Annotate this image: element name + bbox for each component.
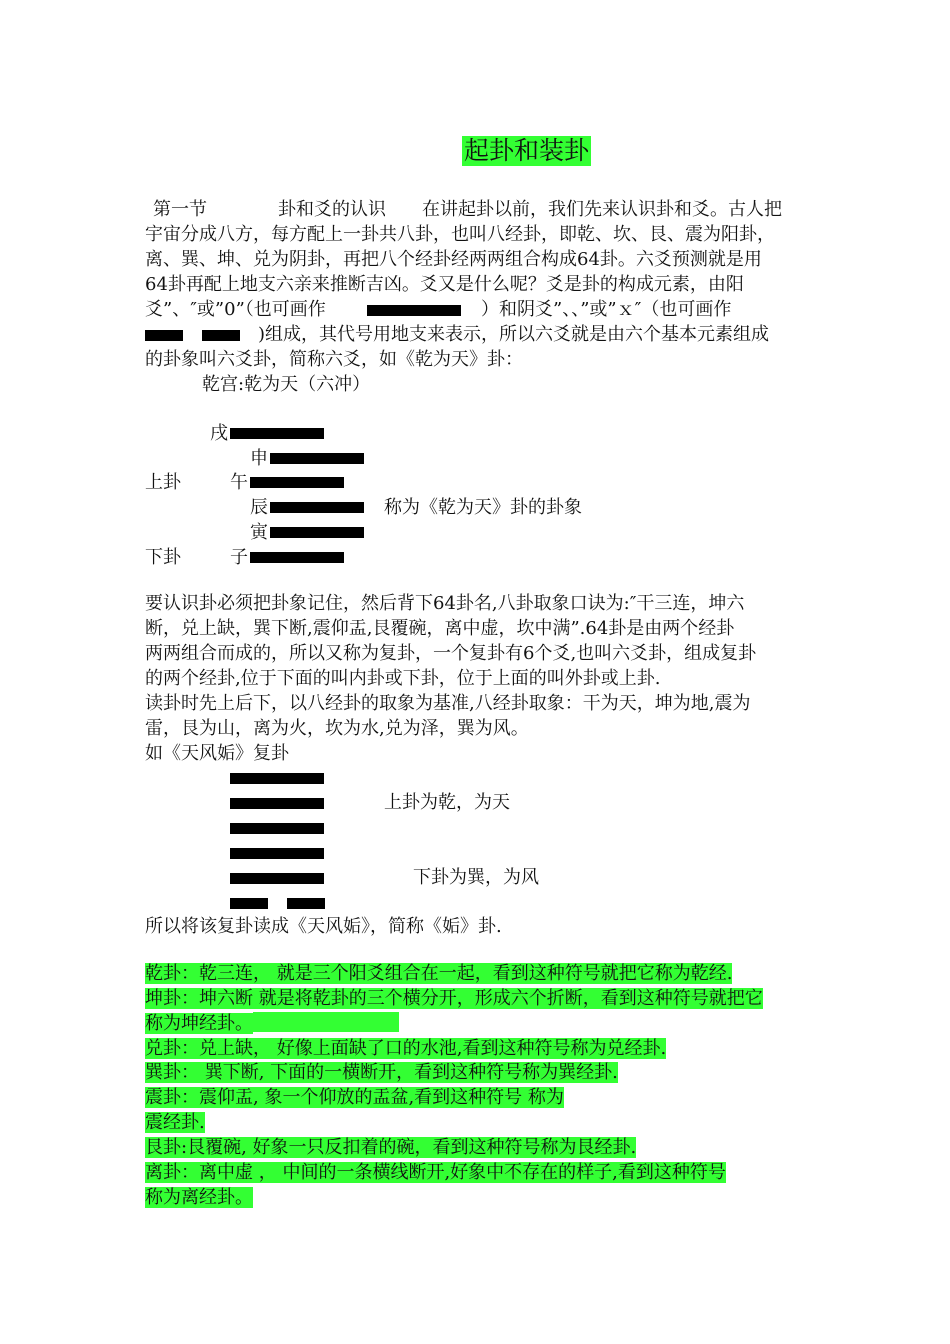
para-line: 要认识卦必须把卦象记住，然后背下64卦名,八卦取象口诀为:″干三连，坤六 (145, 593, 745, 614)
yao-line-broken-left (230, 898, 268, 909)
example-heading: 乾宫:乾为天（六冲） (202, 374, 371, 395)
trigram-note-zhen: 震卦：震仰盂, 象一个仰放的盂盆,看到这种符号 称为 (145, 1087, 564, 1108)
trigram-note-qian: 乾卦：乾三连， 就是三个阳爻组合在一起，看到这种符号就把它称为乾经. (145, 963, 733, 984)
branch-label: 午 (230, 472, 248, 493)
conclusion: 所以将该复卦读成《天风姤》，简称《姤》卦. (145, 916, 502, 937)
para-line: 64卦再配上地支六亲来推断吉凶。爻又是什么呢？爻是卦的构成元素，由阳 (145, 274, 744, 295)
yao-line (230, 773, 324, 784)
section-number: 第一节 (153, 199, 207, 220)
highlight-blank (253, 1012, 399, 1032)
section-name: 卦和爻的认识 (278, 199, 386, 220)
yao-line (270, 453, 364, 464)
yao-line-broken-right (287, 898, 325, 909)
para-line: 断，兑上缺，巽下断,震仰盂,艮覆碗，离中虚，坎中满”.64卦是由两个经卦 (145, 618, 735, 639)
para-line: 读卦时先上后下，以八经卦的取象为基准,八经卦取象：干为天，坤为地,震为 (145, 693, 751, 714)
yao-line (230, 798, 324, 809)
para-line: )组成，其代号用地支来表示，所以六爻就是由六个基本元素组成 (258, 324, 770, 345)
branch-label: 辰 (250, 497, 268, 518)
para-line: 的两个经卦,位于下面的叫内卦或下卦，位于上面的叫外卦或上卦. (145, 668, 661, 689)
lower-trigram-note: 下卦为巽，为风 (413, 867, 539, 888)
yao-line (230, 848, 324, 859)
yao-line (230, 823, 324, 834)
branch-label: 寅 (250, 522, 268, 543)
yao-line (230, 428, 324, 439)
upper-trigram-note: 上卦为乾，为天 (384, 792, 510, 813)
para-line: 离、巽、坤、兑为阴卦，再把八个经卦经两两组合构成64卦。六爻预测就是用 (145, 249, 762, 270)
trigram-note-li: 离卦：离中虚 ， 中间的一条横线断开,好象中不存在的样子,看到这种符号 (145, 1162, 726, 1183)
yin-line-symbol-left (145, 330, 183, 341)
yin-line-symbol-right (202, 330, 240, 341)
branch-label: 子 (230, 547, 248, 568)
yao-line (250, 477, 344, 488)
para-line: 宇宙分成八方，每方配上一卦共八卦，也叫八经卦，即乾、坎、艮、震为阳卦， (145, 224, 775, 245)
para-line: 在讲起卦以前，我们先来认识卦和爻。古人把 (422, 199, 782, 220)
trigram-note-xun: 巽卦： 巽下断, 下面的一横断开，看到这种符号称为巽经卦. (145, 1062, 618, 1083)
upper-trigram-label: 上卦 (145, 472, 181, 493)
page-title: 起卦和装卦 (464, 136, 590, 165)
trigram-note-gen: 艮卦:艮覆碗, 好象一只反扣着的碗，看到这种符号称为艮经卦. (145, 1137, 637, 1158)
para-line: 爻”、″或”0”（也可画作 (145, 299, 326, 320)
trigram-note-kun: 坤卦：坤六断 就是将乾卦的三个横分开，形成六个折断，看到这种符号就把它 (145, 988, 763, 1009)
yao-line (270, 527, 364, 538)
yao-line (230, 873, 324, 884)
lower-trigram-label: 下卦 (145, 547, 181, 568)
trigram-note-dui: 兑卦：兑上缺， 好像上面缺了口的水池,看到这种符号称为兑经卦. (145, 1038, 667, 1059)
yao-line (250, 552, 344, 563)
hexagram-caption: 称为《乾为天》卦的卦象 (384, 497, 582, 518)
trigram-note-zhen-cont: 震经卦. (145, 1112, 205, 1133)
trigram-note-li-cont: 称为离经卦。 (145, 1187, 253, 1208)
branch-label: 申 (250, 448, 268, 469)
trigram-note-kun-cont: 称为坤经卦。 (145, 1012, 399, 1036)
para-line: 雷，艮为山，离为火，坎为水,兑为泽，巽为风。 (145, 718, 529, 739)
para-line: 的卦象叫六爻卦，简称六爻，如《乾为天》卦： (145, 349, 523, 370)
branch-label: 戌 (210, 423, 228, 444)
yang-line-symbol (367, 305, 461, 316)
para-line: 如《天风姤》复卦 (145, 743, 289, 764)
yao-line (270, 502, 364, 513)
para-line: ）和阴爻”、、”或”ｘ″（也可画作 (481, 299, 732, 320)
para-line: 两两组合而成的，所以又称为复卦，一个复卦有6个爻,也叫六爻卦，组成复卦 (145, 643, 757, 664)
